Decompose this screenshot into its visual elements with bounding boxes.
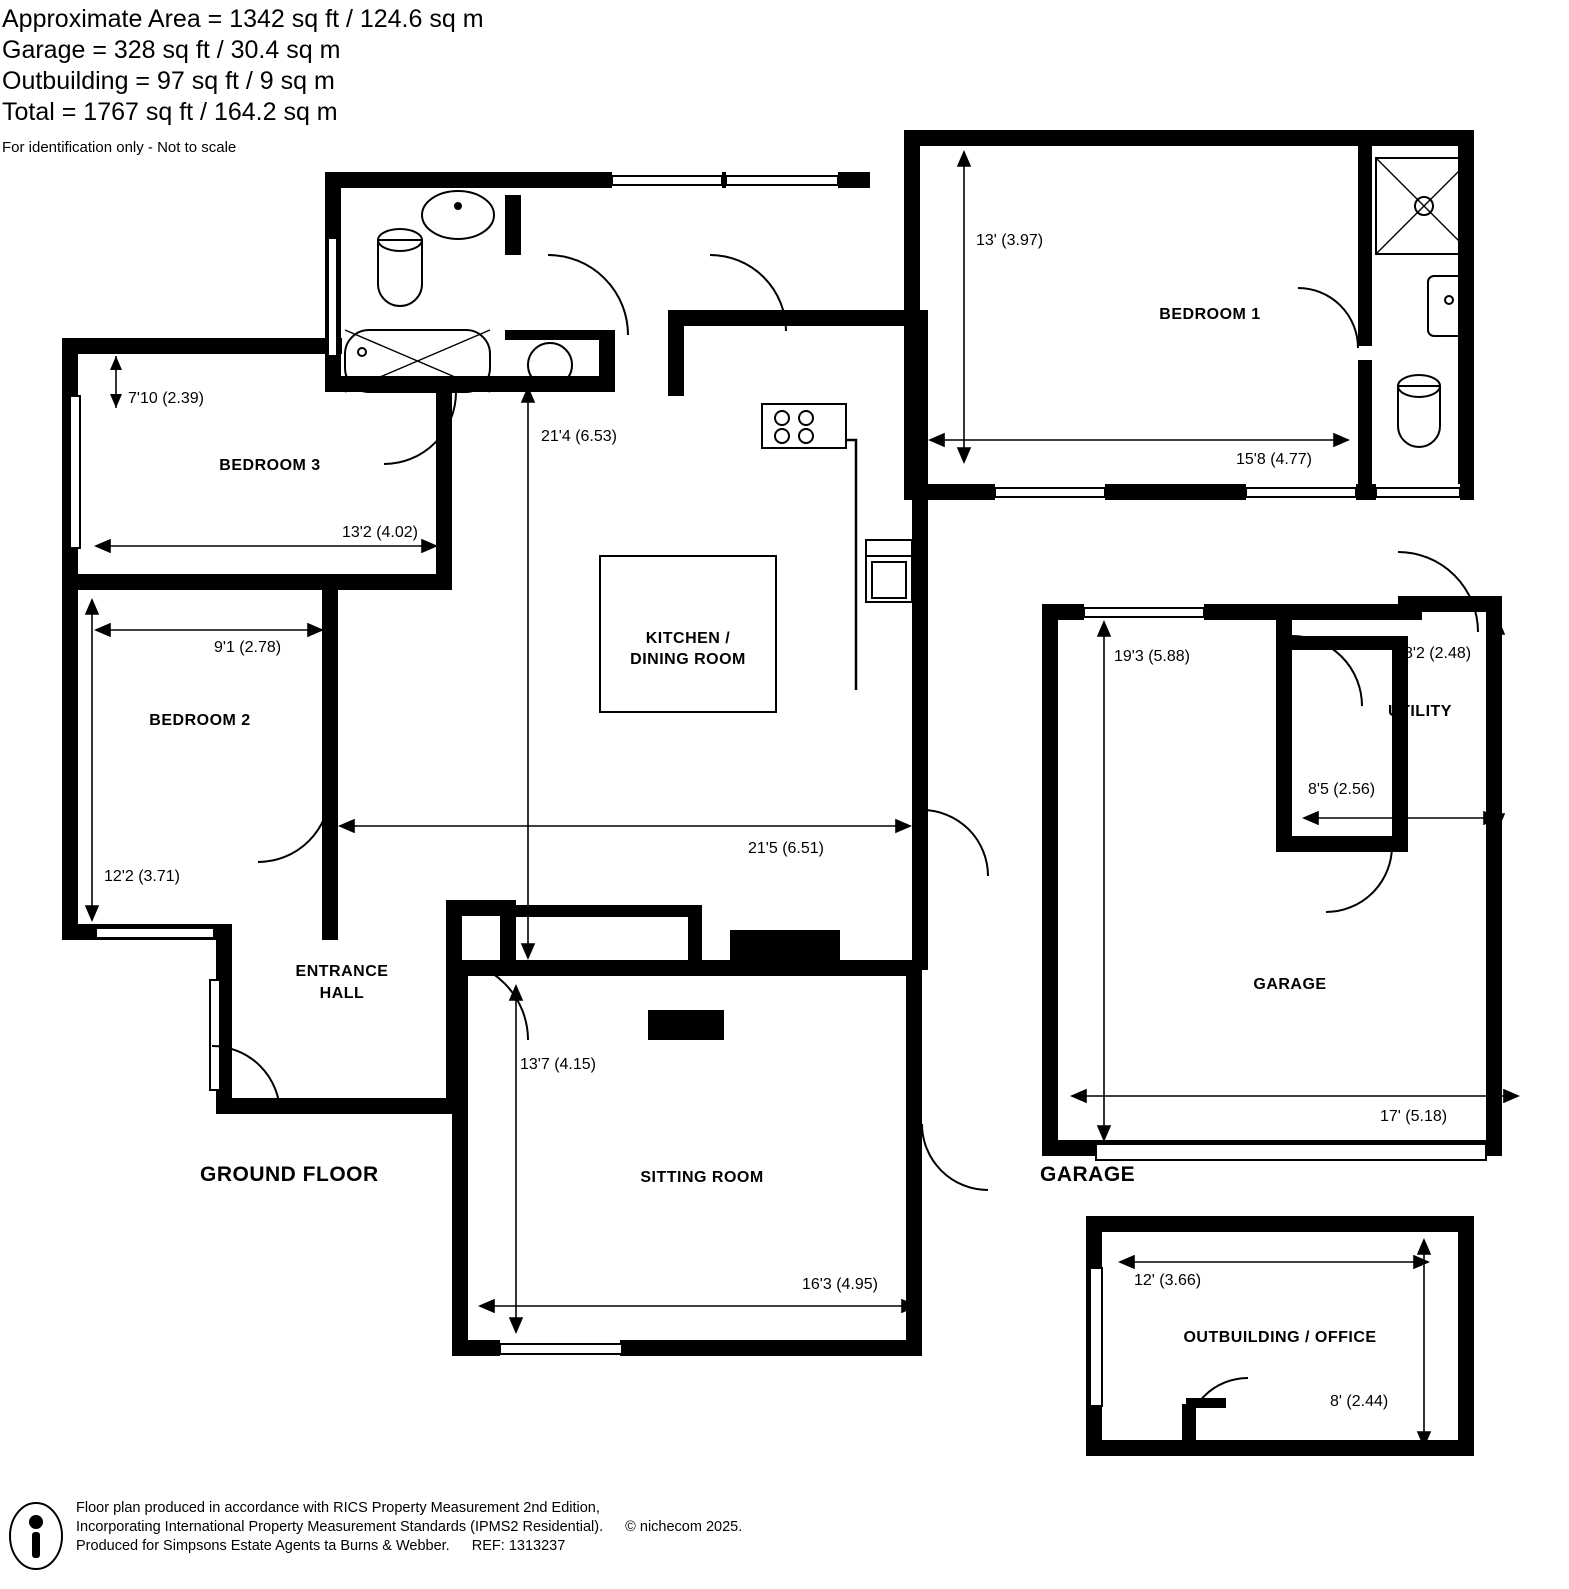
disclaimer-text: For identification only - Not to scale xyxy=(2,139,237,156)
ensuite-fixtures xyxy=(1376,158,1472,447)
footer-line-3: Produced for Simpsons Estate Agents ta Burns & Webber. xyxy=(76,1538,450,1554)
dim-sitting-vertical: 13'7 (4.15) xyxy=(520,1056,596,1073)
area-line-1: Approximate Area = 1342 sq ft / 124.6 sq m xyxy=(2,5,484,33)
dim-bedroom1-horizontal: 15'8 (4.77) xyxy=(1236,451,1312,468)
garage-plan-label: GARAGE xyxy=(1040,1163,1136,1186)
room-label-sitting-room: SITTING ROOM xyxy=(640,1169,764,1186)
footer-ref: REF: 1313237 xyxy=(471,1538,566,1554)
footer-line-2: Incorporating International Property Measurement Standards (IPMS2 Residential). xyxy=(76,1519,604,1535)
dim-bedroom1-vertical: 13' (3.97) xyxy=(976,232,1044,249)
bathroom-fixtures xyxy=(345,191,572,392)
footer-line-1: Floor plan produced in accordance with RICS Property Measurement 2nd Edition, xyxy=(76,1500,600,1516)
footer-icon xyxy=(8,1490,64,1570)
room-label-utility: UTILITY xyxy=(1388,703,1452,720)
room-label-garage: GARAGE xyxy=(1253,976,1327,993)
area-line-2: Garage = 328 sq ft / 30.4 sq m xyxy=(2,36,341,64)
dim-bedroom3-vertical: 7'10 (2.39) xyxy=(128,390,204,407)
dim-bedroom2-horizontal: 9'1 (2.78) xyxy=(214,639,282,656)
garage-walls xyxy=(1042,596,1502,1156)
dim-kitchen-vertical: 21'4 (6.53) xyxy=(541,428,617,445)
dim-sitting-horizontal: 16'3 (4.95) xyxy=(802,1276,878,1293)
dim-bedroom3-horizontal: 13'2 (4.02) xyxy=(342,524,418,541)
room-label-entrance-hall-line1: ENTRANCE xyxy=(295,963,389,980)
room-label-outbuilding: OUTBUILDING / OFFICE xyxy=(1183,1329,1377,1346)
door-arcs xyxy=(212,255,1358,1190)
room-label-kitchen-dining-line1: KITCHEN / xyxy=(645,630,731,647)
dim-utility-horizontal: 8'5 (2.56) xyxy=(1308,781,1376,798)
dim-kitchen-horizontal: 21'5 (6.51) xyxy=(748,840,824,857)
ground-floor-label: GROUND FLOOR xyxy=(200,1163,379,1186)
dim-outbuilding-vertical: 8' (2.44) xyxy=(1330,1393,1389,1410)
room-label-bedroom1: BEDROOM 1 xyxy=(1159,306,1261,323)
area-line-4: Total = 1767 sq ft / 164.2 sq m xyxy=(2,98,338,126)
footer-text xyxy=(76,1499,742,1556)
dim-bedroom2-vertical: 12'2 (3.71) xyxy=(104,868,180,885)
room-label-bedroom3: BEDROOM 3 xyxy=(219,457,321,474)
dim-garage-vertical: 19'3 (5.88) xyxy=(1114,648,1190,665)
dim-garage-horizontal: 17' (5.18) xyxy=(1380,1108,1448,1125)
dim-outbuilding-horizontal: 12' (3.66) xyxy=(1134,1272,1202,1289)
room-label-bedroom2: BEDROOM 2 xyxy=(149,712,251,729)
area-line-3: Outbuilding = 97 sq ft / 9 sq m xyxy=(2,67,335,95)
dim-utility-vertical: 8'2 (2.48) xyxy=(1404,645,1472,662)
footer-copyright: © nichecom 2025. xyxy=(625,1519,743,1535)
room-label-entrance-hall-line2: HALL xyxy=(319,985,365,1002)
room-label-kitchen-dining-line2: DINING ROOM xyxy=(630,651,746,668)
